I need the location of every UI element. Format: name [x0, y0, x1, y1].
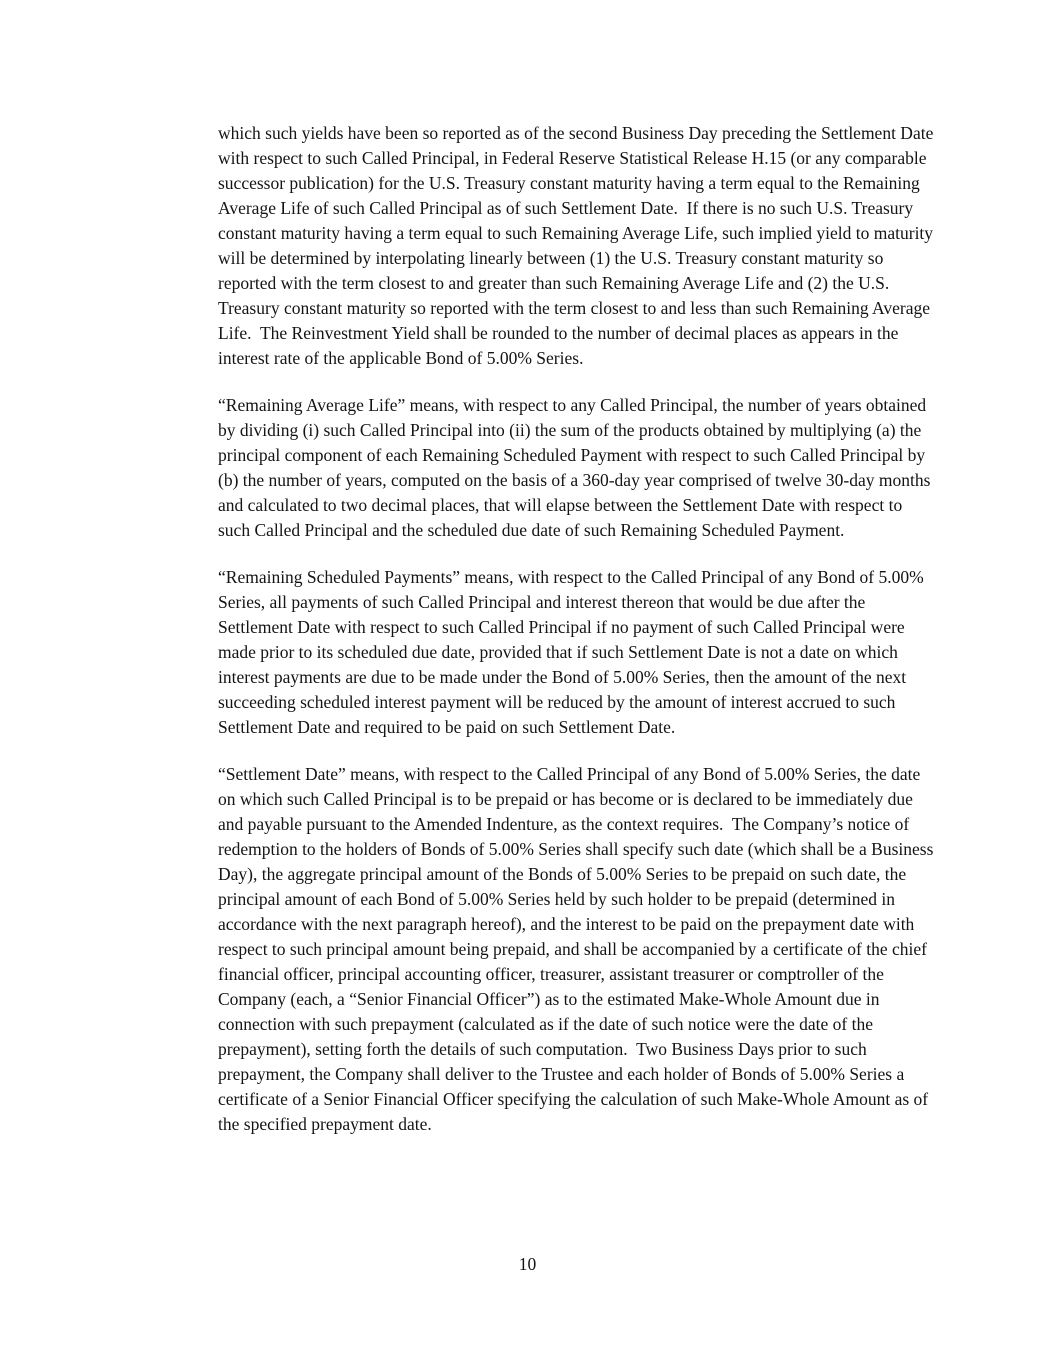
page-number: 10: [518, 1254, 537, 1274]
paragraph-remaining-average-life-definition: “Remaining Average Life” means, with respect to any Called Principal, the number of years obtained by dividing (i) such Called Principal into (ii) the sum of the products obtained by multiplying (a) the principal component of each Remaining Scheduled Payment with respect to such Called Principal by (b) the number of years, computed on the basis of a 360-day year comprised of twelve 30-day months and calculated to two decimal places, that will elapse between the Settlement Date with respect to such Called Principal and the scheduled due date of such Remaining Scheduled Payment.: [218, 395, 935, 540]
paragraph-remaining-scheduled-payments-definition: “Remaining Scheduled Payments” means, with respect to the Called Principal of any Bond of 5.00% Series, all payments of such Called Principal and interest thereon that would be due after the Settlement Date with respect to such Called Principal if no payment of such Called Principal were made prior to its scheduled due date, provided that if such Settlement Date is not a date on which interest payments are due to be made under the Bond of 5.00% Series, then the amount of the next succeeding scheduled interest payment will be reduced by the amount of interest accrued to such Settlement Date and required to be paid on such Settlement Date.: [218, 567, 929, 737]
paragraph-settlement-date-definition: “Settlement Date” means, with respect to the Called Principal of any Bond of 5.00% Series, the date on which such Called Principal is to be prepaid or has become or is declared to be immediately due and payable pursuant to the Amended Indenture, as the context requires. The Company’s notice of redemption to the holders of Bonds of 5.00% Series shall specify such date (which shall be a Business Day), the aggregate principal amount of the Bonds of 5.00% Series to be prepaid on such date, the principal amount of each Bond of 5.00% Series held by such holder to be prepaid (determined in accordance with the next paragraph hereof), and the interest to be paid on the prepayment date with respect to such principal amount being prepaid, and shall be accompanied by a certificate of the chief financial officer, principal accounting officer, treasurer, assistant treasurer or comptroller of the Company (each, a “Senior Financial Officer”) as to the estimated Make-Whole Amount due in connection with such prepayment (calculated as if the date of such notice were the date of the prepayment), setting forth the details of such computation. Two Business Days prior to such prepayment, the Company shall deliver to the Trustee and each holder of Bonds of 5.00% Series a certificate of a Senior Financial Officer specifying the calculation of such Make-Whole Amount as of the specified prepayment date.: [218, 764, 938, 1134]
text-block: [218, 121, 938, 1159]
paragraph-reinvestment-yield-continuation: which such yields have been so reported as of the second Business Day preceding the Settlement Date with respect to such Called Principal, in Federal Reserve Statistical Release H.15 (or any comparable successor publication) for the U.S. Treasury constant maturity having a term equal to the Remaining Average Life of such Called Principal as of such Settlement Date. If there is no such U.S. Treasury constant maturity having a term equal to such Remaining Average Life, such implied yield to maturity will be determined by interpolating linearly between (1) the U.S. Treasury constant maturity so reported with the term closest to and greater than such Remaining Average Life and (2) the U.S. Treasury constant maturity so reported with the term closest to and less than such Remaining Average Life. The Reinvestment Yield shall be rounded to the number of decimal places as appears in the interest rate of the applicable Bond of 5.00% Series.: [218, 123, 938, 368]
